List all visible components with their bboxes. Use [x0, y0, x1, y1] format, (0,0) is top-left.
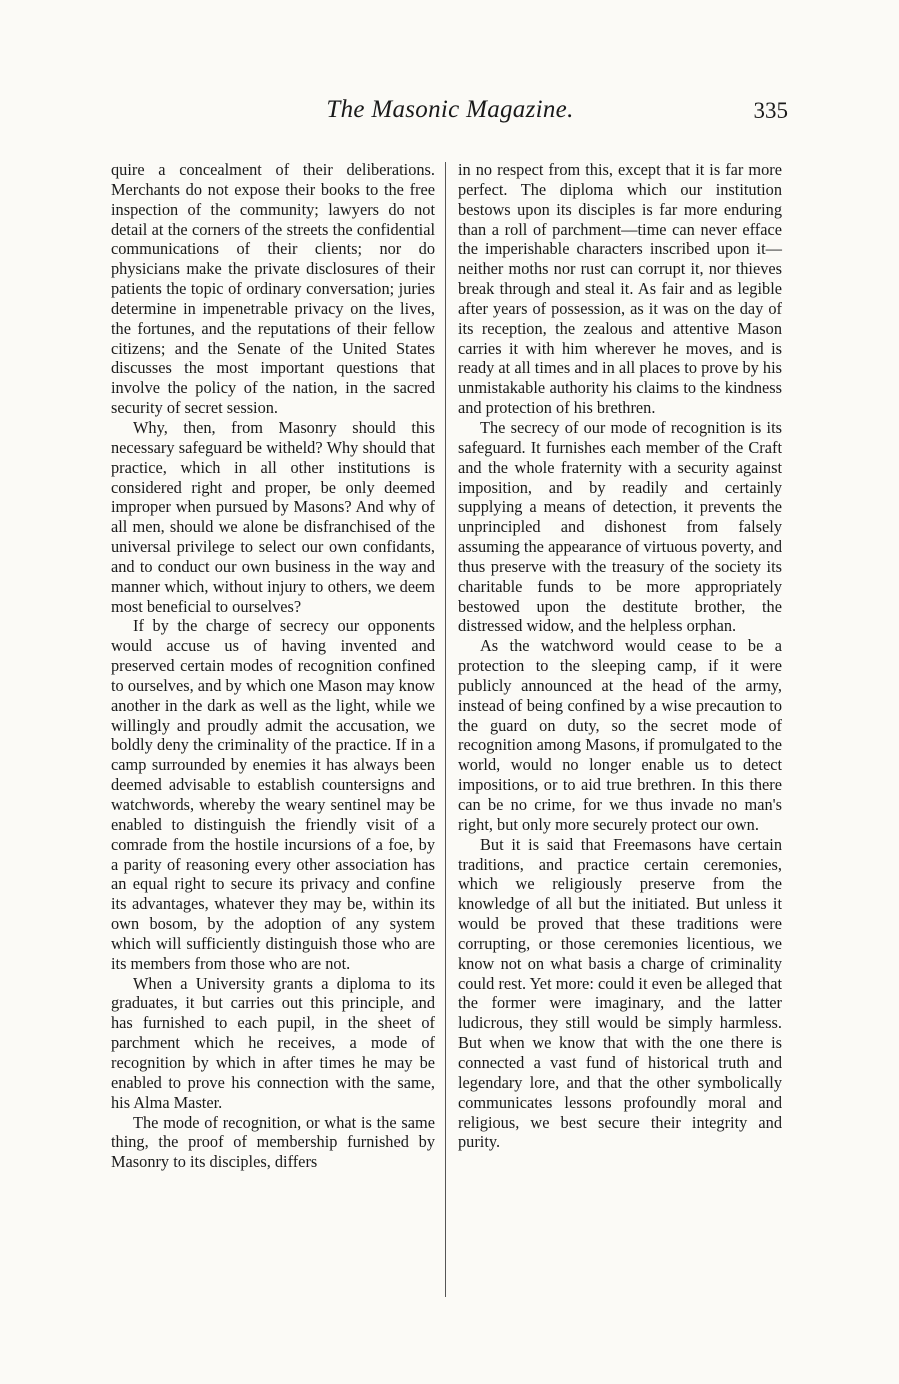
paragraph: The mode of recognition, or what is the same thing, the proof of membership furnished by Masonry to its disciples, differs	[111, 1112, 435, 1172]
page-number: 335	[753, 98, 788, 123]
left-column	[111, 160, 435, 1172]
paragraph: But it is said that Freemasons have certain traditions, and practice certain ceremonies, which we religiously preserve from the knowledge of all but the initiated. But unless it would be proved that these traditions were corrupting, or those ceremonies licentious, we know not on what basis a charge of criminality could rest. Yet more: could it even be alleged that the former were imaginary, and the latter ludicrous, they still would be simply harmless. But when we know that with the one there is connected a vast fund of historical truth and legendary lore, and that the other symbolically communicates lessons profoundly moral and religious, we best secure their integrity and purity.	[458, 834, 782, 1152]
paragraph: Why, then, from Masonry should this necessary safeguard be witheld? Why should that practice, which in all other institutions is considered right and proper, be only deemed improper when pursued by Masons? And why of all men, should we alone be disfranchised of the universal privilege to select our own confidants, and to conduct our own business in the way and manner which, without injury to others, we deem most beneficial to ourselves?	[111, 417, 435, 616]
paragraph: If by the charge of secrecy our opponents would accuse us of having invented and preserved certain modes of recognition confined to ourselves, and by which one Mason may know another in the dark as well as the light, while we willingly and proudly admit the accusation, we boldly deny the criminality of the practice. If in a camp surrounded by enemies it has always been deemed advisable to establish countersigns and watchwords, whereby the weary sentinel may be enabled to distinguish the friendly visit of a comrade from the hostile incursions of a foe, by a parity of reasoning every other association has an equal right to secure its privacy and confine its advantages, whatever they may be, within its own bosom, by the adoption of any system which will sufficiently distinguish those who are its members from those who are not.	[111, 616, 435, 973]
right-column	[458, 160, 782, 1152]
paragraph: When a University grants a diploma to its graduates, it but carries out this principle, and has furnished to each pupil, in the sheet of parchment which he receives, a mode of recognition by which in after times he may be enabled to prove his connection with the same, his Alma Master.	[111, 973, 435, 1112]
paragraph: in no respect from this, except that it is far more perfect. The diploma which our institution bestows upon its disciples is far more enduring than a roll of parchment—time can never efface the imperishable characters inscribed upon it—neither moths nor rust can corrupt it, nor thieves break through and steal it. As fair and as legible after years of possession, as it was on the day of its reception, the zealous and attentive Mason carries it with him wherever he moves, and is ready at all times and in all places to prove by his unmistakable authority his claims to the kindness and protection of his brethren.	[458, 160, 782, 418]
column-divider	[445, 162, 446, 1297]
paragraph: As the watchword would cease to be a protection to the sleeping camp, if it were publicly announced at the head of the army, instead of being confined by a wise precaution to the guard on duty, so the secret mode of recognition among Masons, if promulgated to the world, would no longer enable us to detect impositions, or to aid true brethren. In this there can be no crime, for we thus invade no man's right, but only more securely protect our own.	[458, 636, 782, 834]
page-header	[112, 96, 788, 136]
paragraph: The secrecy of our mode of recognition is its safeguard. It furnishes each member of the Craft and the whole fraternity with a security against imposition, and by readily and certainly supplying a means of detection, it prevents the unprincipled and dishonest from falsely assuming the appearance of virtuous poverty, and thus preserve with the treasury of the society its charitable funds to be more appropriately bestowed upon the destitute brother, the distressed widow, and the helpless orphan.	[458, 417, 782, 636]
running-title: The Masonic Magazine.	[326, 96, 574, 123]
paragraph: quire a concealment of their deliberations. Merchants do not expose their books to the free inspection of the community; lawyers do not detail at the corners of the streets the confidential communications of their clients; nor do physicians make the private disclosures of their patients the topic of ordinary conversation; juries determine in impenetrable privacy on the lives, the fortunes, and the reputations of their fellow citizens; and the Senate of the United States discusses the most important questions that involve the policy of the nation, in the sacred security of secret session.	[111, 160, 435, 418]
